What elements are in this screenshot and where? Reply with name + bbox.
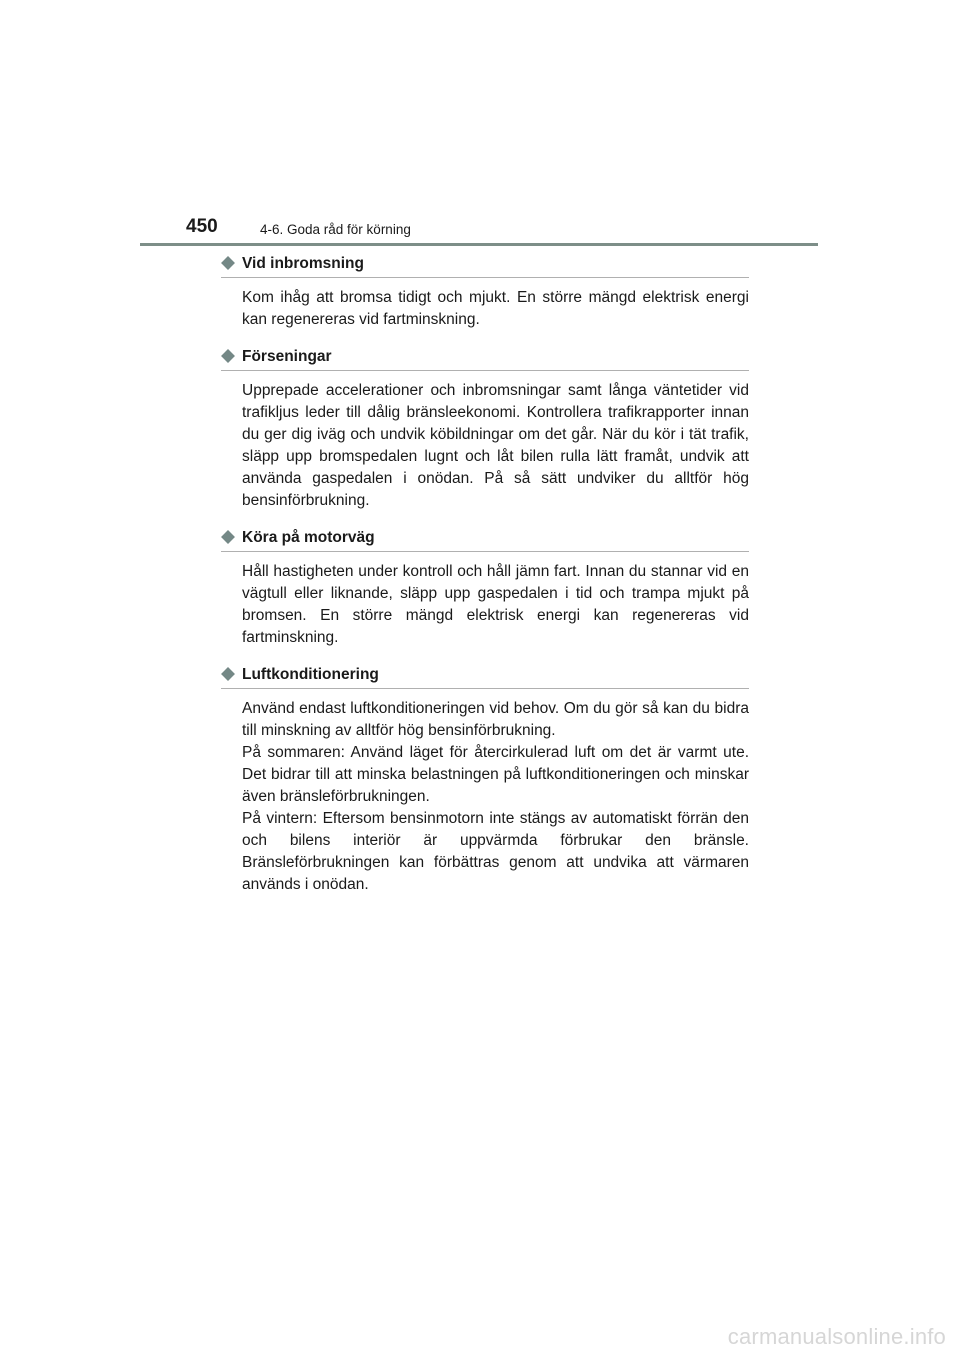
section-body — [242, 561, 749, 649]
section-vid-inbromsning — [221, 252, 749, 331]
section-heading-text: Luftkonditionering — [242, 666, 379, 683]
paragraph: Upprepade accelerationer och inbromsningar samt långa väntetider vid trafikljus leder till dålig bränsleekonomi. Kontrollera trafikrapporter innan du ger dig iväg och undvik köbildningar om det går. När du kör i tät trafik, släpp upp bromspedalen lugnt och låt bilen rulla lätt framåt, undvik att använda gaspedalen i onödan. På så sätt undviker du alltför hög bensinförbrukning. — [242, 382, 749, 509]
diamond-icon — [221, 256, 235, 270]
section-heading-text: Köra på motorväg — [242, 529, 375, 546]
section-heading-text: Förseningar — [242, 348, 332, 365]
section-body — [242, 380, 749, 512]
section-heading — [221, 345, 749, 371]
page-number: 450 — [186, 216, 218, 237]
page-header — [186, 216, 746, 242]
paragraph: På sommaren: Använd läget för återcirkulerad luft om det är varmt ute. Det bidrar till att minska belastningen på luftkonditioneringen och minskar även bränsleförbrukningen. — [242, 744, 749, 805]
chapter-title: 4-6. Goda råd för körning — [260, 222, 411, 237]
section-body — [242, 698, 749, 896]
paragraph: Kom ihåg att bromsa tidigt och mjukt. En större mängd elektrisk energi kan regenereras vid fartminskning. — [242, 289, 749, 328]
section-luftkonditionering — [221, 663, 749, 896]
paragraph: Håll hastigheten under kontroll och håll jämn fart. Innan du stannar vid en vägtull eller liknande, släpp upp gaspedalen i tid och trampa mjukt på bromsen. En större mängd elektrisk energi kan regenereras vid fartminskning. — [242, 563, 749, 646]
header-rule — [140, 243, 818, 246]
diamond-icon — [221, 667, 235, 681]
watermark: carmanualsonline.info — [727, 1324, 946, 1349]
paragraph: Använd endast luftkonditioneringen vid behov. Om du gör så kan du bidra till minskning av alltför hög bensinförbrukning. — [242, 700, 749, 739]
section-heading — [221, 252, 749, 278]
section-heading — [221, 526, 749, 552]
section-body — [242, 287, 749, 331]
diamond-icon — [221, 349, 235, 363]
section-kora-pa-motorvag — [221, 526, 749, 649]
section-forseningar — [221, 345, 749, 512]
section-heading — [221, 663, 749, 689]
page-content — [221, 252, 749, 910]
paragraph: På vintern: Eftersom bensinmotorn inte stängs av automatiskt förrän den och bilens interiör är uppvärmda förbrukar den bränsle. Bränsleförbrukningen kan förbättras genom att undvika att värmaren används i onödan. — [242, 810, 749, 893]
diamond-icon — [221, 530, 235, 544]
section-heading-text: Vid inbromsning — [242, 255, 364, 272]
